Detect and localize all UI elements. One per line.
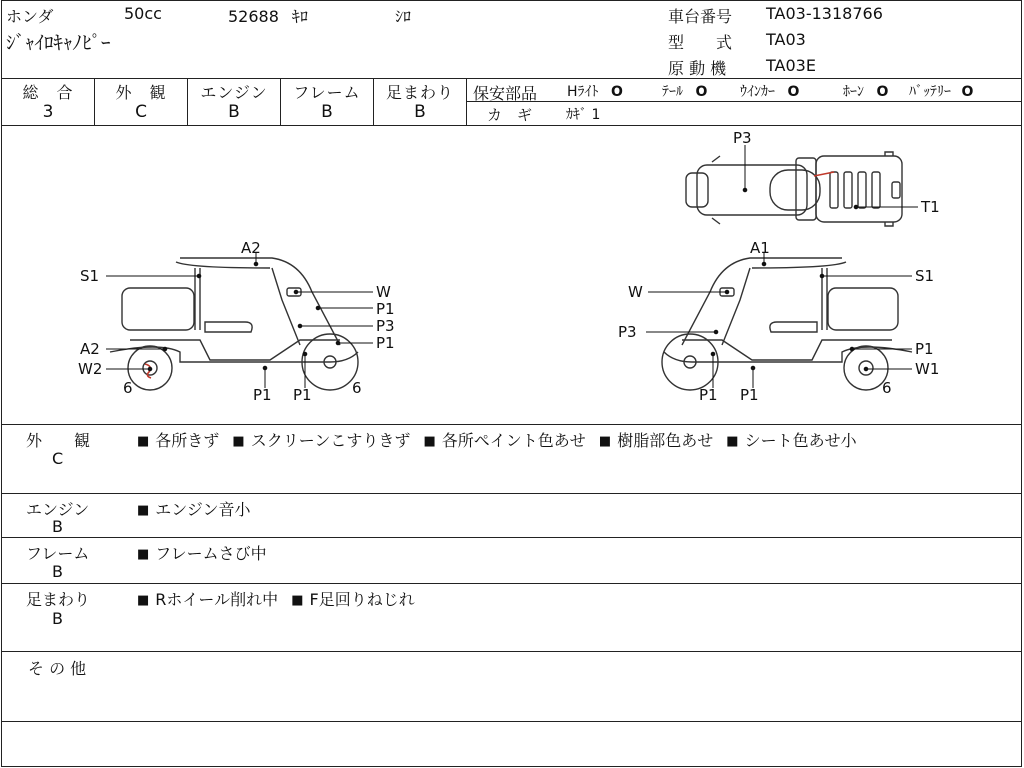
safety-item-taillight: ﾃｰﾙ O bbox=[662, 84, 708, 100]
divider bbox=[466, 78, 467, 125]
section-title-suspension: 足まわり bbox=[26, 590, 91, 609]
safety-item-battery: ﾊﾞｯﾃﾘｰ O bbox=[909, 84, 974, 100]
divider bbox=[1, 78, 1022, 79]
chassis-number: TA03-1318766 bbox=[766, 4, 883, 23]
diagram-label: P1 bbox=[740, 386, 759, 404]
engine-label: 原 動 機 bbox=[668, 59, 727, 78]
bullet-square-icon: ■ bbox=[137, 547, 150, 562]
frame-notes bbox=[137, 541, 275, 564]
grade-label-suspension: 足まわり bbox=[385, 83, 454, 102]
diagram-label: T1 bbox=[921, 198, 940, 216]
diagram-label: P1 bbox=[699, 386, 718, 404]
section-title-engine: エンジン bbox=[26, 500, 90, 519]
check-mark-icon: O bbox=[610, 84, 623, 100]
grade-label-frame: フレーム bbox=[293, 83, 361, 102]
grade-label-engine: エンジン bbox=[200, 83, 268, 102]
divider bbox=[467, 101, 1022, 102]
key-label: カ ギ bbox=[487, 106, 533, 124]
engine-notes bbox=[137, 497, 259, 520]
color: ｼﾛ bbox=[395, 7, 412, 26]
diagram-label: W bbox=[376, 283, 391, 301]
safety-item-winker: ｳｲﾝｶｰ O bbox=[740, 84, 800, 100]
mileage-unit: ｷﾛ bbox=[292, 7, 309, 26]
grade-value-engine: B bbox=[228, 102, 240, 122]
divider bbox=[1, 537, 1022, 538]
divider bbox=[1, 651, 1022, 652]
divider bbox=[1, 721, 1022, 722]
diagram-label: P1 bbox=[376, 300, 395, 318]
check-mark-icon: O bbox=[695, 84, 708, 100]
diagram-label: P1 bbox=[293, 386, 312, 404]
note-item: ■ スクリーンこすりきず bbox=[232, 431, 411, 450]
diagram-label: W1 bbox=[915, 360, 940, 378]
safety-item-headlight: Hﾗｲﾄ O bbox=[567, 84, 623, 100]
grade-value-overall: 3 bbox=[42, 102, 54, 122]
note-item: ■ F足回りねじれ bbox=[291, 590, 415, 609]
chassis-label: 車台番号 bbox=[668, 7, 733, 26]
mileage-value: 52688 bbox=[228, 7, 279, 26]
bullet-square-icon: ■ bbox=[291, 593, 304, 608]
diagram-label: P3 bbox=[733, 129, 752, 147]
type-label: 型 式 bbox=[668, 33, 733, 52]
maker: ホンダ bbox=[6, 7, 54, 26]
grade-label-overall: 総 合 bbox=[22, 83, 74, 102]
diagram-label: S1 bbox=[80, 267, 100, 285]
note-item: ■ エンジン音小 bbox=[137, 500, 251, 519]
grade-label-exterior: 外 観 bbox=[115, 83, 167, 102]
bullet-square-icon: ■ bbox=[423, 434, 436, 449]
diagram-label: P3 bbox=[618, 323, 637, 341]
section-title-other: そ の 他 bbox=[28, 659, 87, 678]
divider bbox=[1, 424, 1022, 425]
bullet-square-icon: ■ bbox=[137, 593, 150, 608]
diagram-label: S1 bbox=[915, 267, 935, 285]
bullet-square-icon: ■ bbox=[598, 434, 612, 449]
check-mark-icon: O bbox=[787, 84, 800, 100]
safety-item-horn: ﾎｰﾝ O bbox=[843, 84, 889, 100]
type-value: TA03 bbox=[766, 30, 806, 49]
diagram-label: W2 bbox=[78, 360, 103, 378]
safety-label: 保安部品 bbox=[473, 84, 538, 103]
bullet-square-icon: ■ bbox=[726, 434, 739, 449]
diagram-label: P1 bbox=[915, 340, 934, 358]
note-item: ■ 樹脂部色あせ bbox=[598, 431, 714, 450]
diagram-label: P1 bbox=[376, 334, 395, 352]
bullet-square-icon: ■ bbox=[137, 503, 150, 518]
section-grade-exterior: C bbox=[52, 449, 64, 468]
diagram-label: A2 bbox=[80, 340, 100, 358]
grade-value-frame: B bbox=[321, 102, 333, 122]
diagram-label: A2 bbox=[241, 239, 261, 257]
mileage bbox=[228, 4, 308, 27]
bullet-square-icon: ■ bbox=[137, 434, 150, 449]
note-item: ■ 各所ペイント色あせ bbox=[423, 431, 586, 450]
note-item: ■ Rホイール削れ中 bbox=[137, 590, 279, 609]
vehicle-diagram bbox=[0, 126, 1022, 424]
model-name: ｼﾞｬｲﾛｷｬﾉﾋﾟｰ bbox=[6, 32, 111, 54]
suspension-notes bbox=[137, 587, 423, 610]
damage-mark bbox=[814, 172, 834, 176]
section-grade-frame: B bbox=[52, 562, 63, 581]
check-mark-icon: O bbox=[961, 84, 974, 100]
bullet-square-icon: ■ bbox=[232, 434, 245, 449]
divider bbox=[1, 493, 1022, 494]
section-grade-engine: B bbox=[52, 517, 63, 536]
displacement: 50cc bbox=[124, 4, 162, 23]
exterior-notes bbox=[137, 428, 865, 451]
section-title-exterior: 外 観 bbox=[26, 431, 91, 450]
top-view-drawing bbox=[686, 152, 902, 226]
engine-value: TA03E bbox=[766, 56, 816, 75]
right-side-view-drawing bbox=[662, 258, 912, 390]
check-mark-icon: O bbox=[876, 84, 889, 100]
diagram-label: P1 bbox=[253, 386, 272, 404]
diagram-label: P3 bbox=[376, 317, 395, 335]
left-side-view-drawing bbox=[110, 258, 358, 390]
diagram-label: A1 bbox=[750, 239, 770, 257]
diagram-label: 6 bbox=[882, 379, 892, 397]
section-title-frame: フレーム bbox=[26, 544, 90, 563]
diagram-label: W bbox=[628, 283, 643, 301]
note-item: ■ シート色あせ小 bbox=[726, 431, 857, 450]
grade-value-exterior: C bbox=[135, 102, 147, 122]
divider bbox=[1, 583, 1022, 584]
diagram-label: 6 bbox=[352, 379, 362, 397]
diagram-label: 6 bbox=[123, 379, 133, 397]
note-item: ■ フレームさび中 bbox=[137, 544, 267, 563]
grade-value-suspension: B bbox=[414, 102, 426, 122]
right-view-leaders bbox=[646, 252, 912, 388]
note-item: ■ 各所きず bbox=[137, 431, 220, 450]
section-grade-suspension: B bbox=[52, 609, 63, 628]
key-value: ｶｷﾞ 1 bbox=[566, 107, 601, 123]
